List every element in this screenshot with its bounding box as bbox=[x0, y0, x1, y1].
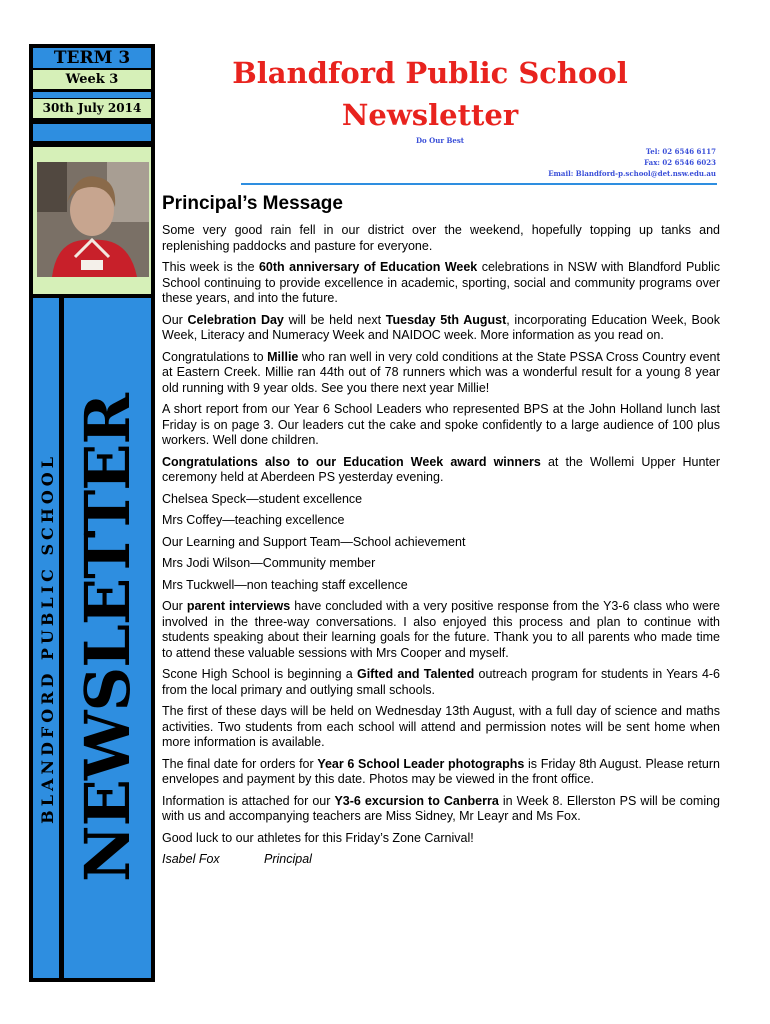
paragraph: This week is the 60th anniversary of Education Week celebrations in NSW with Blandford Public School continuing to provide excellence in academic, sporting, social and community programs over these years, and into the future. bbox=[162, 260, 720, 305]
newsletter-title: Newsletter bbox=[341, 98, 519, 132]
paragraph: A short report from our Year 6 School Leaders who represented BPS at the John Holland lunch last Friday is on page 3. Our leaders cut the cake and spoke confidently to a large audience of 100 plus workers. Well done children. bbox=[162, 402, 720, 447]
award-item: Chelsea Speck—student excellence bbox=[162, 491, 363, 506]
contact-fax: Fax: 02 6546 6023 bbox=[644, 158, 716, 167]
issue-date: 30th July 2014 bbox=[33, 99, 151, 118]
header-rule bbox=[241, 183, 717, 185]
paragraph: Good luck to our athletes for this Friday’s Zone Carnival! bbox=[162, 830, 474, 845]
award-item: Mrs Tuckwell—non teaching staff excellence bbox=[162, 577, 408, 592]
school-title: Blandford Public School bbox=[232, 56, 628, 90]
paragraph: Our Celebration Day will be held next Tuesday 5th August, incorporating Education Week, Book Week, Literacy and Numeracy Week and NAIDOC week. More information as you read on. bbox=[162, 312, 721, 342]
award-item: Mrs Jodi Wilson—Community member bbox=[162, 556, 376, 570]
paragraph: Congratulations to Millie who ran well in very cold conditions at the State PSSA Cross Country event at Eastern Creek. Millie ran 44th out of 78 runners which was a wonderful result for a young 8 year old running with 9 year olds. See you there next year Millie! bbox=[162, 349, 720, 395]
paragraph: Some very good rain fell in our district over the weekend, hopefully topping up tanks and replenishing paddocks and pasture for everyone. bbox=[162, 223, 720, 253]
photo-frame bbox=[33, 147, 151, 294]
paragraph: Our parent interviews have concluded with a very positive response from the Y3-6 class who were involved in the three-way conversations. I also enjoyed this process and plan to continue with students speaking about their learning goals for the future. Thank you to all parents who made time to attend these valuable sessions with Mrs Cooper and myself. bbox=[162, 599, 720, 660]
sidebar bbox=[29, 44, 155, 982]
week-label: Week 3 bbox=[33, 70, 151, 89]
vertical-newsletter-title: NEWSLETTER bbox=[71, 393, 144, 883]
principal-message bbox=[162, 193, 720, 866]
term-label: TERM 3 bbox=[33, 48, 151, 68]
signature-name: Isabel Fox bbox=[162, 852, 220, 866]
award-item: Mrs Coffey—teaching excellence bbox=[162, 513, 345, 527]
paragraph: Congratulations also to our Education Week award winners at the Wollemi Upper Hunter ceremony held at Aberdeen PS yesterday evening. bbox=[162, 454, 721, 484]
sidebar-masthead bbox=[33, 298, 151, 978]
school-motto: Do Our Best bbox=[415, 136, 465, 145]
student-photo-image bbox=[37, 162, 149, 277]
section-heading: Principal’s Message bbox=[162, 193, 343, 214]
signature bbox=[162, 852, 720, 866]
student-photo bbox=[37, 162, 149, 277]
contact-details bbox=[548, 146, 716, 179]
vertical-school-name: BLANDFORD PUBLIC SCHOOL bbox=[37, 452, 57, 824]
paragraph: The first of these days will be held on Wednesday 13th August, with a full day of science and maths activities. Two students from each school will attend and permission notes will be sent home when more information is available. bbox=[162, 704, 720, 749]
paragraph: Information is attached for our Y3-6 excursion to Canberra in Week 8. Ellerston PS will be coming with us and accompanying teachers are Miss Sidney, Mr Leayr and Ms Fox. bbox=[162, 793, 721, 823]
signature-title: Principal bbox=[264, 852, 312, 866]
sidebar-divider bbox=[33, 124, 151, 141]
contact-email: Email: Blandford-p.school@det.nsw.edu.au bbox=[548, 169, 716, 178]
paragraph: Scone High School is beginning a Gifted and Talented outreach program for students in Years 4-6 from the local primary and outlying small schools. bbox=[162, 667, 721, 697]
sidebar-divider bbox=[33, 92, 151, 98]
paragraph: The final date for orders for Year 6 School Leader photographs is Friday 8th August. Please return envelopes and payment by this date. Photos may be viewed in the front office. bbox=[162, 756, 720, 786]
award-item: Our Learning and Support Team—School achievement bbox=[162, 534, 466, 549]
contact-tel: Tel: 02 6546 6117 bbox=[645, 147, 716, 156]
